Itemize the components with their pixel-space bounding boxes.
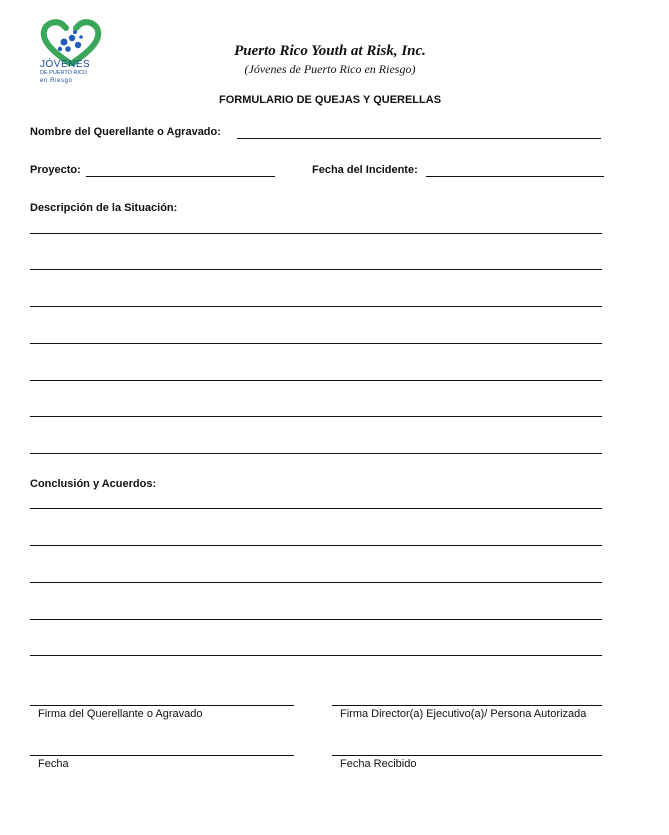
project-label: Proyecto: — [30, 164, 81, 176]
situation-line[interactable] — [30, 343, 602, 344]
logo-text-line1: JÓVENES — [40, 59, 91, 70]
director-signature-label: Firma Director(a) Ejecutivo(a)/ Persona Autorizada — [340, 708, 587, 720]
logo-text — [40, 60, 110, 84]
complainant-name-label: Nombre del Querellante o Agravado: — [30, 126, 221, 138]
complainant-signature-label: Firma del Querellante o Agravado — [38, 708, 203, 720]
situation-description-label: Descripción de la Situación: — [30, 202, 178, 214]
incident-date-label: Fecha del Incidente: — [312, 164, 418, 176]
logo-text-line3: en Riesgo — [40, 77, 73, 84]
conclusion-line[interactable] — [30, 545, 602, 546]
complainant-signature-field[interactable] — [30, 705, 294, 706]
organization-subtitle: (Jóvenes de Puerto Rico en Riesgo) — [244, 62, 416, 76]
conclusion-line[interactable] — [30, 508, 602, 509]
conclusion-line[interactable] — [30, 655, 602, 656]
incident-date-field[interactable] — [426, 176, 604, 177]
received-date-label: Fecha Recibido — [340, 758, 417, 770]
logo-text-line2: DE PUERTO RICO — [40, 70, 88, 76]
situation-line[interactable] — [30, 453, 602, 454]
complainant-name-field[interactable] — [237, 138, 601, 139]
conclusion-label: Conclusión y Acuerdos: — [30, 478, 157, 490]
conclusion-line[interactable] — [30, 582, 602, 583]
situation-line[interactable] — [30, 233, 602, 234]
situation-line[interactable] — [30, 416, 602, 417]
date-field[interactable] — [30, 755, 294, 756]
situation-line[interactable] — [30, 306, 602, 307]
received-date-field[interactable] — [332, 755, 602, 756]
situation-line[interactable] — [30, 380, 602, 381]
director-signature-field[interactable] — [332, 705, 602, 706]
project-field[interactable] — [86, 176, 275, 177]
situation-line[interactable] — [30, 269, 602, 270]
date-label: Fecha — [38, 758, 69, 770]
organization-name: Puerto Rico Youth at Risk, Inc. — [234, 43, 426, 59]
form-title: FORMULARIO DE QUEJAS Y QUERELLAS — [218, 94, 442, 106]
conclusion-line[interactable] — [30, 619, 602, 620]
